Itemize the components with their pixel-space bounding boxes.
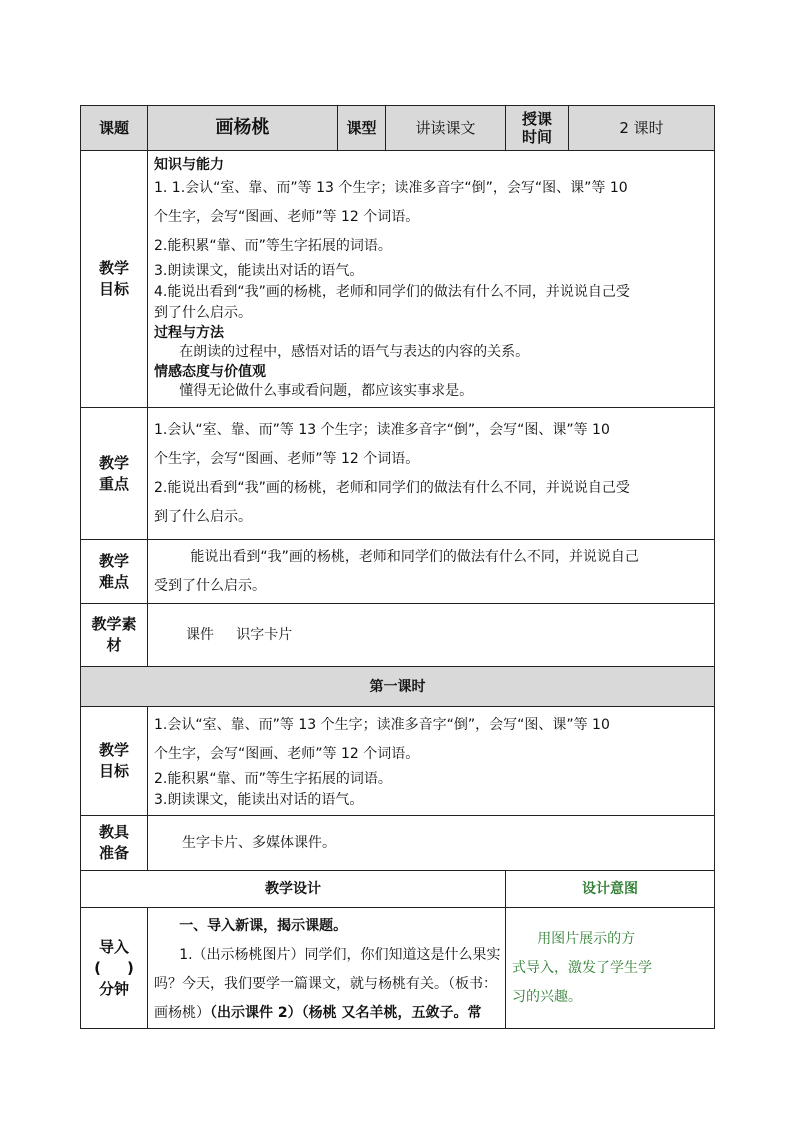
tools-label-line2: 准备 <box>98 844 129 862</box>
sgoals-label-line1: 教学 <box>98 741 129 759</box>
time-label <box>506 106 569 151</box>
key-label-line2: 重点 <box>98 474 129 493</box>
materials-label-line1: 教学素 <box>91 615 137 633</box>
difficulty-line: 受到了什么启示。 <box>154 577 266 594</box>
design-header-row <box>81 871 715 908</box>
intent-line: 习的兴趣。 <box>512 988 582 1005</box>
tools-label <box>81 816 148 871</box>
materials-label <box>81 604 148 667</box>
type-label: 课型 <box>338 106 386 151</box>
goals-label-line2: 目标 <box>98 280 129 298</box>
goal-item: 4.能说出看到“我”画的杨桃，老师和同学们的做法有什么不同，并说说自己受 <box>154 284 630 300</box>
emotion-text: 懂得无论做什么事或看问题，都应该实事求是。 <box>179 383 474 399</box>
goals-label-line1: 教学 <box>98 259 129 277</box>
design-header: 教学设计 <box>81 871 506 908</box>
intro-line: 1.（出示杨桃图片）同学们，你们知道这是什么果实 <box>179 947 501 963</box>
tools-label-line1: 教具 <box>98 823 129 841</box>
process-title: 过程与方法 <box>154 325 224 341</box>
intro-line: 吗？今天，我们要学一篇课文，就与杨桃有关。（板书： <box>154 976 497 992</box>
lesson-plan-table <box>80 105 715 1029</box>
process-text: 在朗读的过程中，感悟对话的语气与表达的内容的关系。 <box>179 344 530 360</box>
sgoals-label-line2: 目标 <box>98 762 129 780</box>
session-goal-line: 个生字，会写“图画、老师”等 12 个词语。 <box>154 746 420 762</box>
intro-label-line3: 分钟 <box>98 979 129 998</box>
intent-line: 用图片展示的方 <box>537 930 636 947</box>
intro-intent <box>506 908 715 1029</box>
intent-header: 设计意图 <box>506 871 715 908</box>
type-value: 讲读课文 <box>386 106 506 151</box>
session-row <box>81 667 715 707</box>
intro-line3-b: （出示课件 2）（杨桃 又名羊桃，五敛子。常 <box>210 1005 482 1021</box>
session-title: 第一课时 <box>81 667 715 707</box>
materials-text: 课件 识字卡片 <box>148 604 715 667</box>
goal-item: 1. 1.会认“室、靠、而”等 13 个生字；读准多音字“倒”，会写“图、课”等 10 <box>154 180 628 196</box>
lesson-title: 画杨桃 <box>148 106 338 151</box>
key-points-row <box>81 408 715 540</box>
diff-label-line2: 难点 <box>98 572 129 591</box>
intro-line <box>154 999 503 1028</box>
intro-heading: 一、导入新课，揭示课题。 <box>179 918 348 934</box>
intro-row <box>81 908 715 1029</box>
session-goal-line: 2.能积累“靠、而”等生字拓展的词语。 <box>154 771 392 787</box>
session-goals-label <box>81 707 148 816</box>
key-point-line: 个生字，会写“图画、老师”等 12 个词语。 <box>154 450 420 467</box>
goal-item: 2.能积累“靠、而”等生字拓展的词语。 <box>154 238 392 254</box>
key-point-line: 2.能说出看到“我”画的杨桃，老师和同学们的做法有什么不同，并说说自己受 <box>154 479 630 496</box>
difficulties-label <box>81 540 148 604</box>
goals-content <box>148 151 715 408</box>
difficulty-line: 能说出看到“我”画的杨桃，老师和同学们的做法有什么不同，并说说自己 <box>190 548 639 565</box>
intro-label-line1: 导入 <box>98 937 129 956</box>
session-goals-content <box>148 707 715 816</box>
header-row <box>81 106 715 151</box>
materials-row <box>81 604 715 667</box>
materials-label-line2: 材 <box>106 636 122 654</box>
tools-row <box>81 816 715 871</box>
time-label-line2: 时间 <box>521 128 552 146</box>
difficulties-row <box>81 540 715 604</box>
intro-line3-a: 画杨桃） <box>154 1005 210 1021</box>
intro-content <box>148 908 506 1029</box>
goals-row <box>81 151 715 408</box>
lesson-label: 课题 <box>81 106 148 151</box>
goal-item: 个生字，会写“图画、老师”等 12 个词语。 <box>154 209 420 225</box>
goal-item: 到了什么启示。 <box>154 305 252 321</box>
diff-label-line1: 教学 <box>98 551 129 570</box>
goal-item: 3.朗读课文，能读出对话的语气。 <box>154 263 364 279</box>
intro-label-line2: ( ) <box>94 958 134 977</box>
key-point-line: 到了什么启示。 <box>154 508 252 525</box>
session-goal-line: 3.朗读课文，能读出对话的语气。 <box>154 792 364 808</box>
knowledge-title: 知识与能力 <box>154 157 224 173</box>
key-point-line: 1.会认“室、靠、而”等 13 个生字；读准多音字“倒”，会写“图、课”等 10 <box>154 421 610 438</box>
difficulties-content <box>148 540 715 604</box>
session-goals-row <box>81 707 715 816</box>
time-value: 2 课时 <box>569 106 715 151</box>
key-label-line1: 教学 <box>98 453 129 472</box>
emotion-title: 情感态度与价值观 <box>154 364 266 380</box>
intent-line: 式导入，激发了学生学 <box>512 959 652 976</box>
intro-label <box>81 908 148 1029</box>
session-goal-line: 1.会认“室、靠、而”等 13 个生字；读准多音字“倒”，会写“图、课”等 10 <box>154 717 610 733</box>
key-points-label <box>81 408 148 540</box>
tools-text: 生字卡片、多媒体课件。 <box>148 816 715 871</box>
time-label-line1: 授课 <box>521 110 552 128</box>
goals-label <box>81 151 148 408</box>
key-points-content <box>148 408 715 540</box>
